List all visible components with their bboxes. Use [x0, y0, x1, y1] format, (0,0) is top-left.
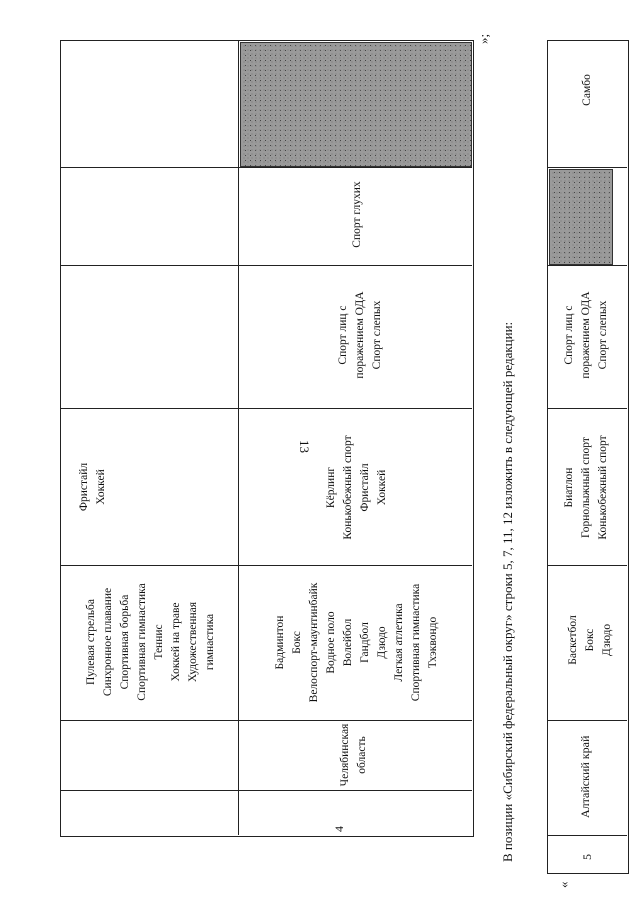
cell-region-chelyabinsk	[334, 720, 374, 790]
cell-summer-sports-row5	[560, 575, 620, 705]
cell-summer-sports-row4	[246, 565, 468, 720]
sport-item: Спорт лиц с	[562, 305, 575, 365]
sport-item: Хоккей	[95, 469, 107, 505]
scan-noise-block	[240, 42, 472, 167]
cell-summer-sports-cont	[66, 568, 236, 716]
sport-item: гимнастика	[204, 613, 216, 671]
sport-item: Гандбол	[359, 622, 371, 663]
col-divider	[60, 265, 472, 266]
sport-item: Художественная	[187, 601, 199, 683]
page-number: 13	[297, 440, 312, 453]
col-divider	[60, 408, 472, 409]
cell-winter-sports-row5	[556, 415, 616, 560]
sport-item: поражением ОДА	[579, 291, 592, 379]
sport-item: Самбо	[580, 74, 593, 106]
col-divider	[547, 565, 627, 566]
sport-item: Спортивная гимнастика	[410, 583, 422, 702]
col-divider	[547, 720, 627, 721]
sport-item: Легкая атлетика	[393, 603, 405, 682]
sport-item: Теннис	[153, 624, 165, 660]
cell-winter-sports-row4	[312, 410, 402, 565]
region-line: область	[356, 736, 368, 774]
sport-item: Пулевая стрельба	[85, 599, 97, 686]
row-divider	[238, 40, 239, 835]
sport-item: Конькобежный спорт	[342, 435, 354, 540]
sport-item: Бокс	[583, 628, 596, 652]
row-number-4: 4	[332, 826, 346, 832]
sport-item: Спортивная борьба	[119, 594, 131, 690]
sport-item: Баскетбол	[566, 615, 579, 665]
sport-item: поражением ОДА	[353, 291, 366, 379]
col-divider	[547, 408, 627, 409]
sport-item: Дзюдо	[600, 623, 613, 657]
cell-deaf-sports-row4	[346, 167, 368, 262]
scan-noise-block	[549, 169, 613, 265]
sport-item: Велоспорт-маунтинбайк	[308, 582, 320, 703]
region-line: Челябинская	[339, 723, 351, 787]
sport-item: Кёрлинг	[325, 466, 337, 509]
opening-quote-marker: «	[556, 881, 571, 888]
sport-item: Спорт глухих	[350, 181, 363, 248]
col-divider	[60, 720, 472, 721]
cell-oda-sports-row4	[330, 265, 390, 405]
sport-item: Хоккей на траве	[170, 602, 182, 682]
closing-quote-marker: »;	[476, 33, 491, 44]
amendment-paragraph: В позиции «Сибирский федеральный округ» строки 5, 7, 11, 12 изложить в следующей редакции:	[500, 321, 515, 862]
sport-item: Горнолыжный спорт	[579, 437, 592, 538]
sport-item: Биатлон	[562, 467, 575, 508]
sport-item: Тхэквондо	[427, 616, 439, 669]
sport-item: Конькобежный спорт	[596, 435, 609, 540]
sport-item: Спортивная гимнастика	[136, 583, 148, 701]
cell-region-altai: Алтайский край	[578, 735, 592, 818]
sport-item: Синхронное плавание	[102, 587, 114, 697]
sport-item: Фристайл	[359, 463, 371, 512]
sport-item: Дзюдо	[376, 626, 388, 659]
sport-item: Бокс	[291, 631, 303, 654]
sport-item: Спорт слепых	[596, 300, 609, 370]
cell-extra-sports-row5	[576, 50, 598, 130]
sport-item: Бадминтон	[274, 615, 286, 670]
row-number-5: 5	[580, 854, 594, 860]
cell-winter-sports-cont	[68, 414, 118, 560]
sport-item: Хоккей	[376, 469, 388, 506]
sport-item: Фристайл	[78, 462, 90, 512]
sport-item: Спорт лиц с	[336, 305, 349, 365]
sport-item: Спорт слепых	[370, 300, 383, 370]
sport-item: Волейбол	[342, 618, 354, 667]
sport-item: Водное поло	[325, 611, 337, 674]
col-divider	[60, 167, 472, 168]
col-divider	[60, 790, 472, 791]
cell-oda-sports-row5	[556, 265, 616, 405]
col-divider	[547, 167, 627, 168]
col-divider	[547, 835, 627, 836]
